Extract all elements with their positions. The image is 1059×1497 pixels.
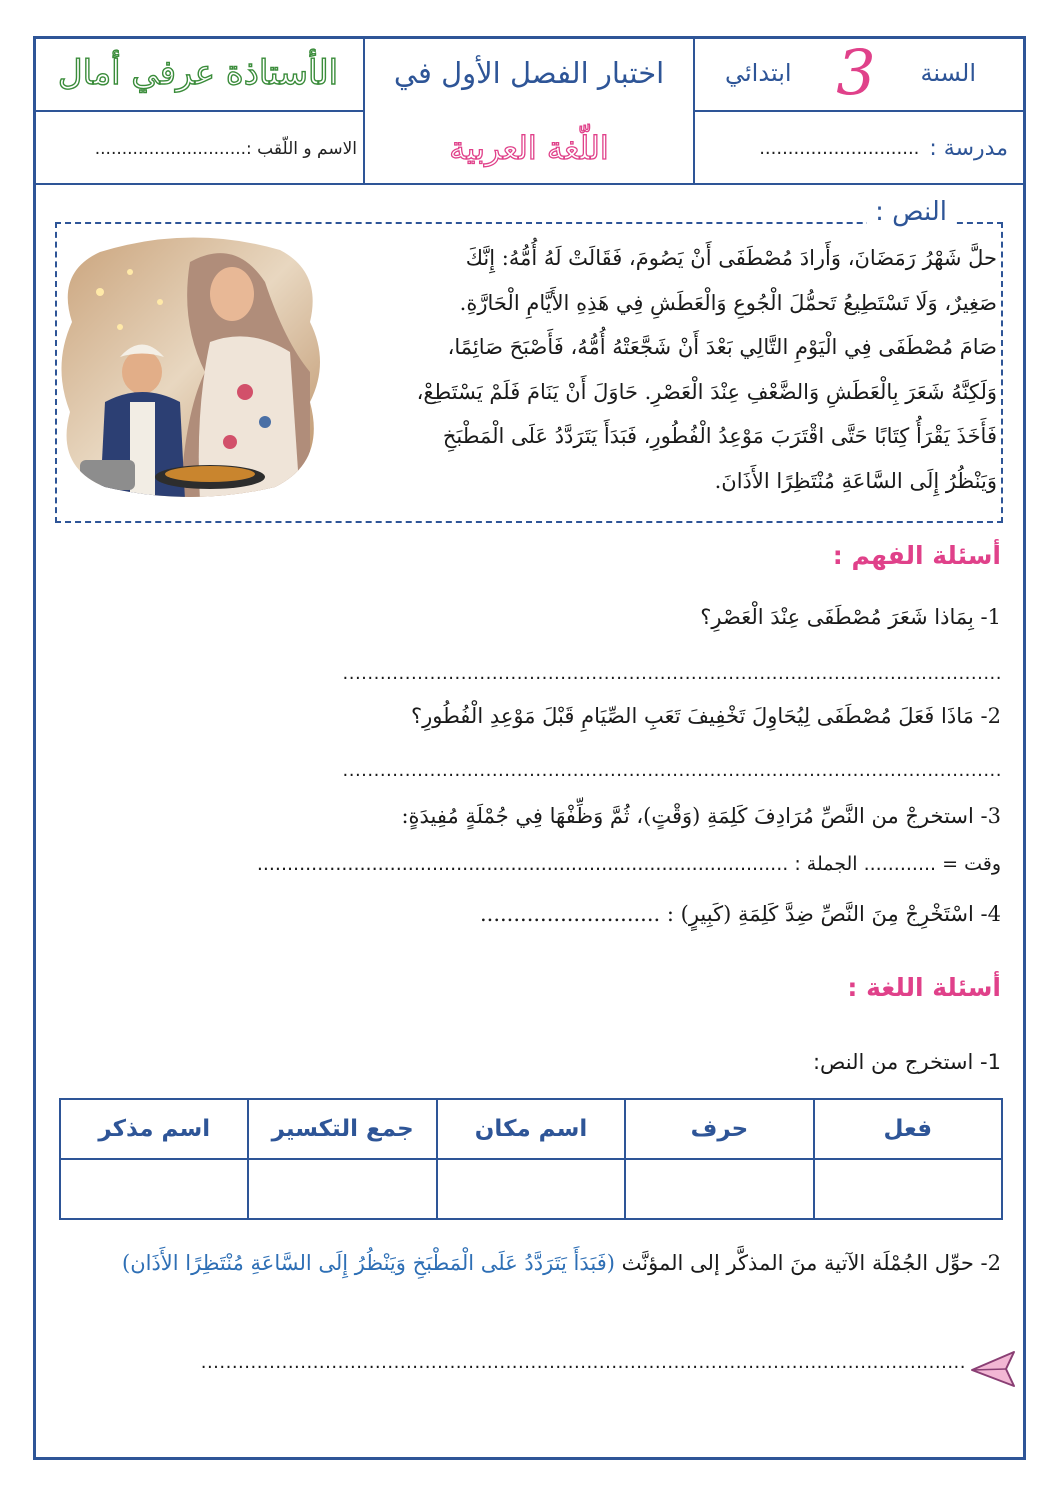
table-answer-row xyxy=(60,1159,1002,1219)
answer-line-transform[interactable]: ........................................................................................................................... xyxy=(200,1352,966,1373)
answer-line-1[interactable]: .......................................................................................................... xyxy=(342,663,1002,684)
question-2-prefix: 2- حوِّل الجُمْلَة الآتية منَ المذكَّر إلى المؤنَّث xyxy=(615,1251,1001,1275)
school-year xyxy=(695,36,1026,110)
subject-title: اللّغة العربية xyxy=(449,128,609,167)
language-question-1: 1- استخرج من النص: xyxy=(812,1050,1001,1074)
question-3: 3- استخرجْ من النَّصِّ مُرَادِفَ كَلِمَةِ (وَقْتٍ)، ثُمَّ وَظِّفْهَا فِي جُمْلَةٍ مُفِيدَةٍ: xyxy=(401,804,1001,828)
answer-cell[interactable] xyxy=(60,1159,248,1219)
school-dots: ............................ xyxy=(759,138,920,159)
header-masculine-noun: اسم مذكر xyxy=(60,1099,248,1159)
school-label: مدرسة : xyxy=(929,136,1008,161)
passage-line: حلَّ شَهْرُ رَمَضَانَ، وَأَرادَ مُصْطَفَى أَنْ يَصُومَ، فَقَالَتْ لَهُ أُمُّهُ: إِنَّكَ xyxy=(465,246,997,270)
question-2: 2- مَاذَا فَعَلَ مُصْطَفَى لِيُحَاوِلَ تَخْفِيفَ تَعَبِ الصِّيَامِ قَبْلَ مَوْعِدِ الْفُطُورِ؟ xyxy=(410,704,1001,728)
passage-line: فَأَخَذَ يَقْرَأُ كِتَابًا حَتَّى اقْتَرَبَ مَوْعِدُ الْفُطُورِ، فَبَدَأَ يَتَرَدَّدُ عَلَى الْمَطْبَخِ xyxy=(442,424,997,448)
teacher-name: الأستاذة عرفي أمال xyxy=(57,53,339,93)
answer-cell[interactable] xyxy=(625,1159,813,1219)
answer-cell[interactable] xyxy=(814,1159,1002,1219)
question-3-answer[interactable]: وقت = ............ الجملة : ........................................................................................ xyxy=(256,853,1001,875)
year-label: السنة xyxy=(920,59,976,87)
table-header-row xyxy=(60,1099,1002,1159)
level-label: ابتدائي xyxy=(725,59,792,87)
question-4[interactable]: 4- اسْتَخْرِجْ مِنَ النَّصِّ ضِدَّ كَلِمَةِ (كَبِيرٍ) : ........................... xyxy=(479,902,1001,926)
passage-line: وَيَنْظُرُ إِلَى السَّاعَةِ مُنْتَظِرًا الأَذَانَ. xyxy=(714,468,997,493)
pointer-arrow-icon xyxy=(968,1348,1016,1388)
answer-cell[interactable] xyxy=(437,1159,625,1219)
header-verb: فعل xyxy=(814,1099,1002,1159)
language-question-2 xyxy=(56,1240,1001,1286)
question-1: 1- بِمَاذا شَعَرَ مُصْطَفَى عِنْدَ الْعَصْرِ؟ xyxy=(700,605,1001,629)
student-name-field[interactable]: الاسم و اللّقب :............................ xyxy=(94,138,357,159)
mother-son-cooking-image xyxy=(60,232,320,500)
passage-label: النص : xyxy=(867,197,955,227)
exam-header xyxy=(33,36,1026,185)
header-particle: حرف xyxy=(625,1099,813,1159)
header-place-noun: اسم مكان xyxy=(437,1099,625,1159)
answer-line-2[interactable]: .......................................................................................................... xyxy=(342,760,1002,781)
school-field[interactable] xyxy=(695,112,1026,185)
year-number: 3 xyxy=(836,36,876,109)
extraction-table xyxy=(59,1098,1003,1220)
passage-line: صَامَ مُصْطَفَى فِي الْيَوْمِ التَّالِي بَعْدَ أَنْ شَجَّعَتْهُ أُمُّهُ، فَأَصْبَحَ صَائِمًا، xyxy=(447,335,997,359)
quote-open: ( xyxy=(606,1251,615,1275)
answer-cell[interactable] xyxy=(248,1159,436,1219)
exam-title: اختبار الفصل الأول في xyxy=(393,56,665,90)
header-broken-plural: جمع التكسير xyxy=(248,1099,436,1159)
quote-close: ) xyxy=(121,1251,131,1275)
passage-text xyxy=(317,236,997,503)
passage-line: وَلَكِنَّهُ شَعَرَ بِالْعَطَشِ وَالضَّعْفِ عِنْدَ الْعَصْرِ. حَاوَلَ أَنْ يَنَامَ فَلَمْ يَسْتَطِعْ، xyxy=(416,379,997,404)
quoted-sentence: فَبَدَأَ يَتَرَدَّدُ عَلَى الْمَطْبَخِ وَيَنْظُرُ إِلَى السَّاعَةِ مُنْتَظِرًا الأَذَان xyxy=(130,1251,607,1275)
comprehension-title: أسئلة الفهم : xyxy=(832,541,1001,570)
passage-line: صَغِيرٌ، وَلَا تَسْتَطِيعُ تَحمُّلَ الْجُوعِ وَالْعَطَشِ فِي هَذِهِ الأَيَّامِ الْحَارَّةِ. xyxy=(459,290,997,315)
language-title: أسئلة اللغة : xyxy=(847,973,1001,1002)
